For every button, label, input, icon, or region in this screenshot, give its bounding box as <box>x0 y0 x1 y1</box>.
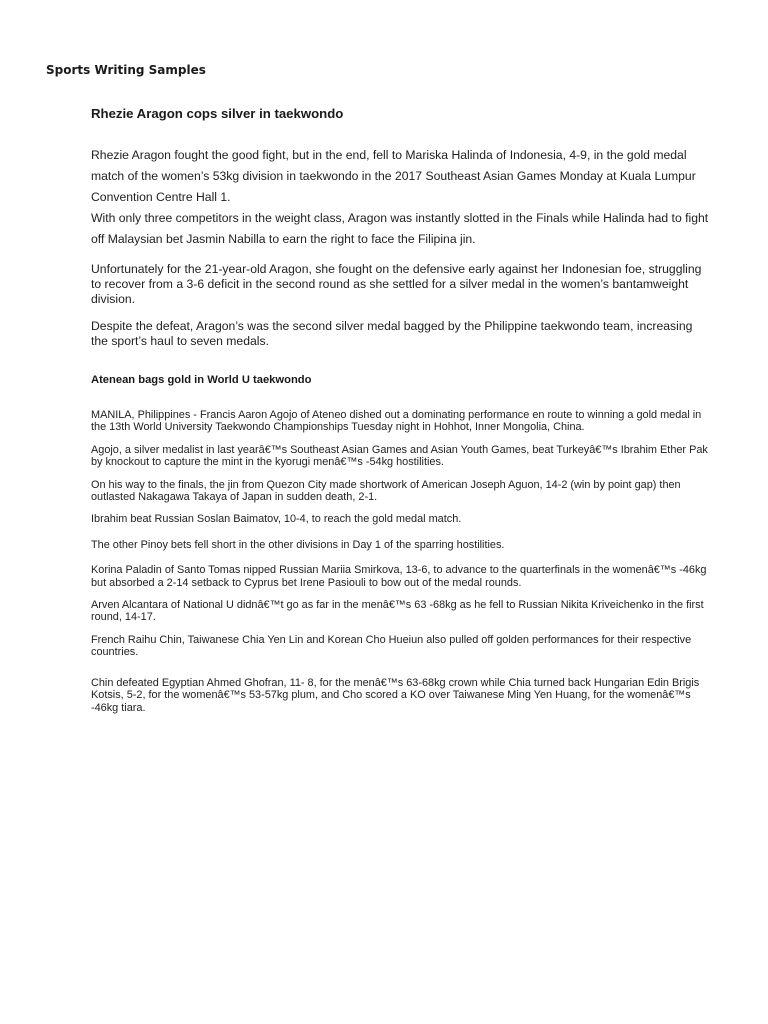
article-aragon <box>91 106 711 349</box>
article-paragraph: Arven Alcantara of National U didnâ€™t go as far in the menâ€™s 63 -68kg as he fell to Russian Nikita Kriveichenko in the first round, 14-17. <box>91 599 704 624</box>
article-paragraph: MANILA, Philippines - Francis Aaron Agojo of Ateneo dished out a dominating performance en route to winning a gold medal in the 13th World University Taekwondo Championships Tuesday night in Hohhot, Inner Mongolia, China. <box>91 409 702 434</box>
article-paragraph: Despite the defeat, Aragon’s was the second silver medal bagged by the Philippine taekwondo team, increasing the sport’s haul to seven medals. <box>91 319 693 348</box>
document-heading: Sports Writing Samples <box>46 63 206 77</box>
article-paragraph: Agojo, a silver medalist in last yearâ€™s Southeast Asian Games and Asian Youth Games, beat Turkeyâ€™s Ibrahim Ether Pak by knockout to capture the mint in the kyorugi menâ€™s -54kg hostilities. <box>91 443 708 469</box>
article-paragraph: Chin defeated Egyptian Ahmed Ghofran, 11- 8, for the menâ€™s 63-68kg crown while Chia turned back Hungarian Edin Brigis Kotsis, 5-2, for the womenâ€™s 53-57kg plum, and Cho scored a KO over Taiwanese Ming Yen Huang, for the womenâ€™s -46kg tiara. <box>91 676 700 714</box>
article-paragraph: On his way to the finals, the jin from Quezon City made shortwork of American Joseph Aguon, 14-2 (win by point gap) then outlasted Nakagawa Takaya of Japan in sudden death, 2-1. <box>91 478 681 504</box>
article-paragraph: Korina Paladin of Santo Tomas nipped Russian Mariia Smirkova, 13-6, to advance to the quarterfinals in the womenâ€™s -46kg but absorbed a 2-14 setback to Cyprus bet Irene Pasiouli to bow out of the medal rounds. <box>91 564 707 589</box>
article-paragraph: Rhezie Aragon fought the good fight, but in the end, fell to Mariska Halinda of Indonesia, 4-9, in the gold medal match of the women’s 53kg division in taekwondo in the 2017 Southeast Asian Games Monday at Kuala Lumpur Convention Centre Hall 1. <box>91 148 696 204</box>
article-paragraph: The other Pinoy bets fell short in the other divisions in Day 1 of the sparring hostilities. <box>91 538 505 551</box>
article-title: Rhezie Aragon cops silver in taekwondo <box>91 106 344 121</box>
article-paragraph: French Raihu Chin, Taiwanese Chia Yen Lin and Korean Cho Hueiun also pulled off golden performances for their respective countries. <box>91 633 692 659</box>
article-agojo <box>91 374 711 724</box>
article-paragraph: Ibrahim beat Russian Soslan Baimatov, 10-4, to reach the gold medal match. <box>91 513 462 526</box>
article-paragraph: Unfortunately for the 21-year-old Aragon, she fought on the defensive early against her Indonesian foe, struggling to recover from a 3-6 deficit in the second round as she settled for a silver medal in the women’s bantamweight division. <box>91 262 702 306</box>
article-paragraph: With only three competitors in the weight class, Aragon was instantly slotted in the Finals while Halinda had to fight off Malaysian bet Jasmin Nabilla to earn the right to face the Filipina jin. <box>91 211 709 246</box>
article-title: Atenean bags gold in World U taekwondo <box>91 374 312 386</box>
